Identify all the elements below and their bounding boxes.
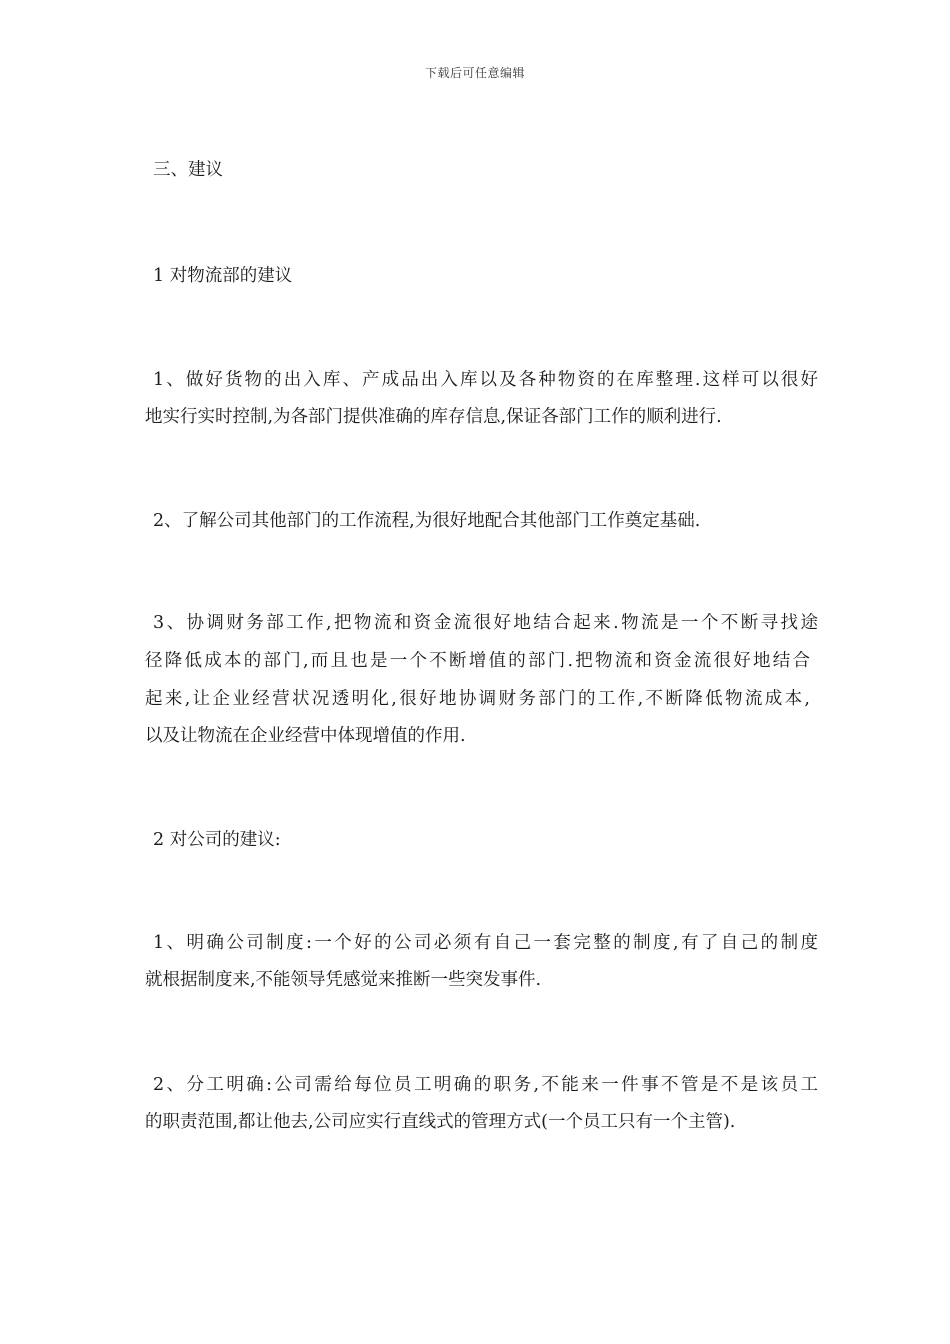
page-header: 下载后可任意编辑 bbox=[424, 66, 525, 80]
paragraph-line: 地实行实时控制,为各部门提供准确的库存信息,保证各部门工作的顺利进行. bbox=[145, 407, 722, 427]
paragraph-line: 起来,让企业经营状况透明化,很好地协调财务部门的工作,不断降低物流成本, bbox=[145, 689, 810, 709]
paragraph-line: 1、做好货物的出入库、产成品出入库以及各种物资的在库整理.这样可以很好 bbox=[153, 370, 818, 390]
paragraph-line: 的职责范围,都让他去,公司应实行直线式的管理方式(一个员工只有一个主管). bbox=[145, 1112, 736, 1132]
paragraph-line: 3、协调财务部工作,把物流和资金流很好地结合起来.物流是一个不断寻找途 bbox=[153, 613, 818, 633]
paragraph-line: 就根据制度来,不能领导凭感觉来推断一些突发事件. bbox=[145, 970, 542, 990]
subsection-title-company: 2 对公司的建议: bbox=[153, 830, 281, 850]
paragraph-line: 以及让物流在企业经营中体现增值的作用. bbox=[145, 726, 466, 746]
paragraph-line: 2、分工明确:公司需给每位员工明确的职务,不能来一件事不管是不是该员工 bbox=[153, 1075, 818, 1095]
section-heading: 三、建议 bbox=[153, 160, 223, 180]
paragraph-line: 径降低成本的部门,而且也是一个不断增值的部门.把物流和资金流很好地结合 bbox=[145, 651, 810, 671]
subsection-title-logistics: 1 对物流部的建议 bbox=[153, 266, 293, 286]
paragraph-line: 2、了解公司其他部门的工作流程,为很好地配合其他部门工作奠定基础. bbox=[153, 511, 701, 531]
paragraph-line: 1、明确公司制度:一个好的公司必须有自己一套完整的制度,有了自己的制度 bbox=[153, 933, 818, 953]
